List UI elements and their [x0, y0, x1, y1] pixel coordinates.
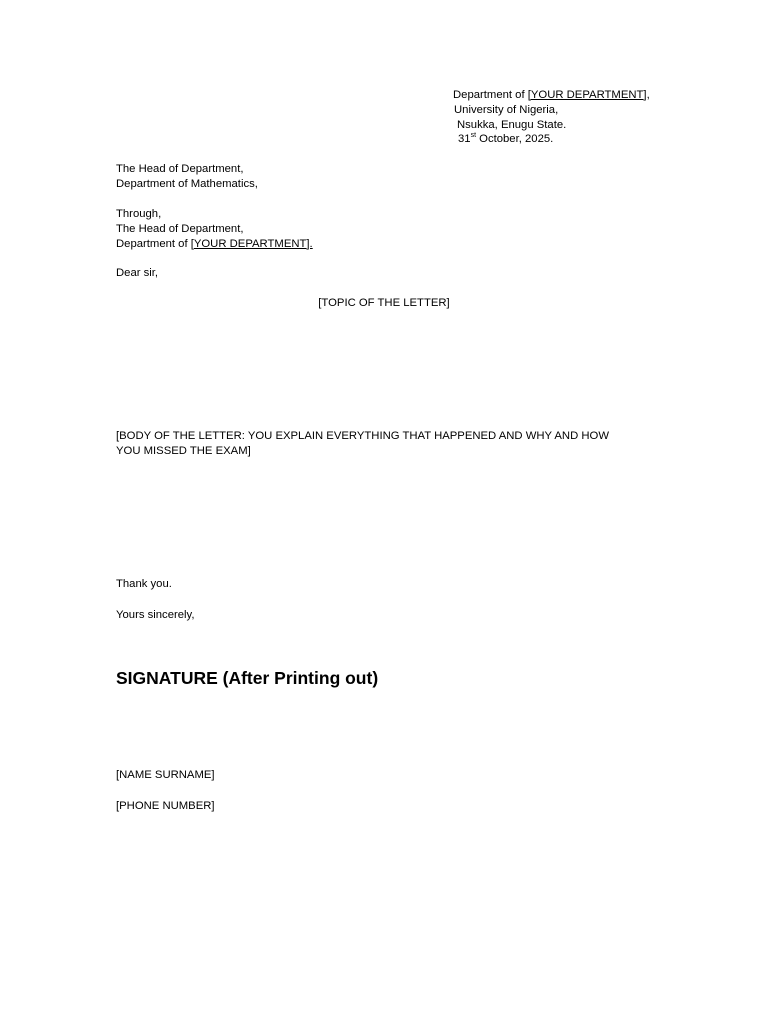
recipient-title: The Head of Department, — [116, 163, 244, 175]
name-placeholder: [NAME SURNAME] — [116, 769, 215, 781]
phone-placeholder: [PHONE NUMBER] — [116, 800, 215, 812]
sender-department-suffix: , — [646, 89, 650, 101]
date-month-year: October, 2025. — [476, 133, 554, 146]
signature-heading: SIGNATURE (After Printing out) — [116, 668, 379, 688]
thanks-line: Thank you. — [116, 578, 172, 590]
recipient-address — [116, 162, 258, 192]
closing-line: Yours sincerely, — [116, 609, 195, 621]
through-department-prefix: Department of [ — [116, 237, 194, 250]
through-department-placeholder: YOUR DEPARTMENT]. — [193, 237, 313, 250]
date-day: 31 — [458, 133, 471, 146]
through-department-line — [116, 237, 313, 252]
sender-university: University of Nigeria, — [454, 103, 559, 116]
recipient-department: Department of Mathematics, — [116, 177, 258, 190]
through-label: Through, — [116, 208, 162, 220]
salutation: Dear sir, — [116, 267, 159, 279]
through-title: The Head of Department, — [116, 222, 244, 235]
sender-city: Nsukka, Enugu State. — [457, 118, 567, 131]
through-address — [116, 207, 313, 251]
sender-department-placeholder: [YOUR DEPARTMENT] — [527, 89, 647, 101]
sender-department-prefix: Department of — [453, 89, 528, 101]
sender-address — [453, 88, 650, 147]
sender-department-line — [453, 88, 650, 103]
date-ordinal-suffix: st — [470, 132, 477, 140]
letter-date — [453, 132, 650, 147]
letter-body: [BODY OF THE LETTER: YOU EXPLAIN EVERYTHING THAT HAPPENED AND WHY AND HOW YOU MISSED THE EXAM] — [116, 430, 609, 457]
letter-topic: [TOPIC OF THE LETTER] — [318, 297, 450, 309]
